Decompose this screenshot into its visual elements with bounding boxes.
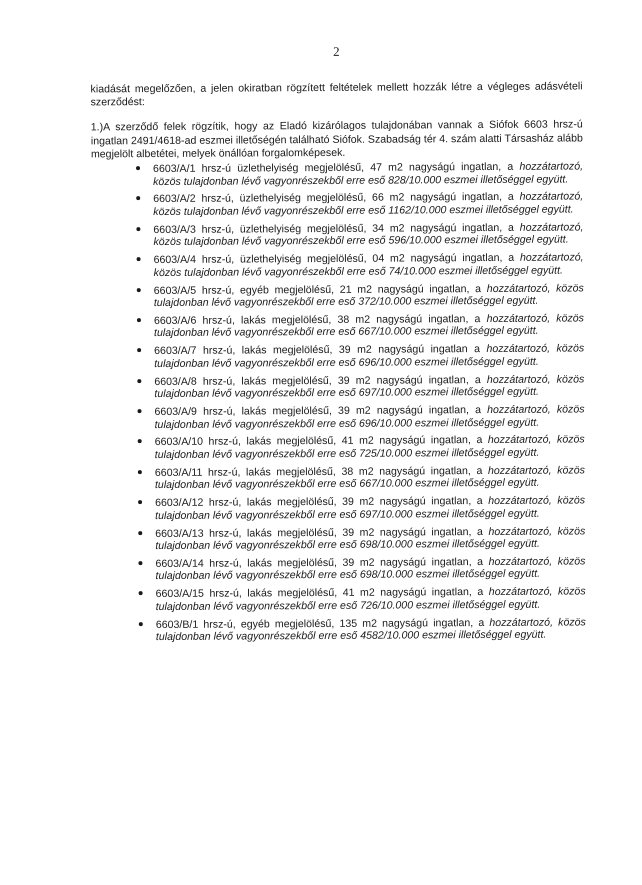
bullet-icon <box>138 500 142 504</box>
list-item <box>154 282 584 310</box>
item-main: 6603/A/1 hrsz-ú üzlethelyiség megjelölésű, 47 m2 nagyságú ingatlan, a <box>152 160 514 176</box>
item-detail: hozzátartozó, közös tulajdonban lévő vagyonrészekből erre eső 698/10.000 eszmei illetőséggel együtt. <box>155 524 586 553</box>
list-item <box>155 464 585 492</box>
item-detail: hozzátartozó, közös tulajdonban lévő vagyonrészekből erre eső 4582/10.000 eszmei illetőséggel együtt. <box>155 616 586 644</box>
item-detail: hozzátartozó, közös tulajdonban lévő vagyonrészekből erre eső 828/10.000 eszmei illetőséggel együtt. <box>153 160 584 188</box>
item-main: 6603/A/15 hrsz-ú, lakás megjelölésű, 41 m2 nagyságú ingatlan, a <box>155 586 484 601</box>
item-main: 6603/A/3 hrsz-ú, üzlethelyiség megjelölésű, 34 m2 nagyságú ingatlan, a <box>153 221 514 236</box>
list-item <box>155 495 585 523</box>
list-item <box>154 252 584 280</box>
bullet-icon <box>138 439 142 443</box>
clause-paragraph: 1.)A szerződő felek rögzítik, hogy az Eladó kizárólagos tulajdonában vannak a Siófok 6603 hrsz-ú ingatlan 2491/4618-ad eszmei illetőségén található Siófok. Szabadság tér 4. szám alatti Társasház alább megjelölt albetétei, melyek önállóan forgalomképesek. <box>90 118 583 161</box>
item-main: 6603/A/4 hrsz-ú, üzlethelyiség megjelölésű, 04 m2 nagyságú ingatlan, a <box>153 251 515 267</box>
item-detail: hozzátartozó, közös tulajdonban lévő vagyonrészekből erre eső 725/10.000 eszmei illetőséggel együtt. <box>154 433 585 462</box>
list-item <box>153 191 583 219</box>
intro-paragraph: kiadását megelőzően, a jelen okiratban rögzített feltételek mellett hozzák létre a végleges adásvételi szerződést: <box>90 80 583 109</box>
list-item <box>156 616 586 644</box>
item-detail: hozzátartozó, közös tulajdonban lévő vagyonrészekből erre eső 1162/10.000 eszmei illetőséggel együtt. <box>153 190 584 219</box>
item-main: 6603/A/9 hrsz-ú, lakás megjelölésű, 39 m2 nagyságú ingatlan, a <box>154 404 481 419</box>
item-detail: hozzátartozó, közös tulajdonban lévő vagyonrészekből erre eső 726/10.000 eszmei illetőséggel együtt. <box>155 585 586 613</box>
item-main: 6603/A/14 hrsz-ú, lakás megjelölésű, 39 m2 nagyságú ingatlan, a <box>155 555 484 570</box>
item-main: 6603/A/5 hrsz-ú, egyéb megjelölésű, 21 m2 nagyságú ingatlan, a <box>153 282 482 297</box>
item-detail: hozzátartozó, közös tulajdonban lévő vagyonrészekből erre eső 698/10.000 eszmei illetőséggel együtt. <box>155 555 586 583</box>
page-number: 2 <box>333 43 340 59</box>
item-detail: hozzátartozó, közös tulajdonban lévő vagyonrészekből erre eső 596/10.000 eszmei illetőséggel együtt. <box>153 221 584 249</box>
bullet-icon <box>137 288 141 292</box>
bullet-icon <box>138 470 142 474</box>
item-main: 6603/A/10 hrsz-ú, lakás megjelölésű, 41 m2 nagyságú ingatlan, a <box>154 434 483 449</box>
item-detail: hozzátartozó, közös tulajdonban lévő vagyonrészekből erre eső 696/10.000 eszmei illetőséggel együtt. <box>154 342 585 370</box>
bullet-icon <box>138 561 142 565</box>
list-item <box>154 373 584 401</box>
item-main: 6603/A/6 hrsz-ú, lakás megjelölésű, 38 m2 nagyságú ingatlan, a <box>153 312 481 327</box>
item-main: 6603/A/13 hrsz-ú, lakás megjelölésű, 39 m2 nagyságú ingatlan, a <box>155 525 483 540</box>
bullet-icon <box>137 257 141 261</box>
bullet-icon <box>136 227 140 231</box>
bullet-icon <box>139 622 143 626</box>
item-main: 6603/A/8 hrsz-ú, lakás megjelölésű, 39 m2 nagyságú ingatlan, a <box>154 373 481 388</box>
list-item <box>155 525 585 553</box>
item-detail: hozzátartozó, közös tulajdonban lévő vagyonrészekből erre eső 372/10.000 eszmei illetőséggel együtt. <box>153 281 584 310</box>
item-main: 6603/A/11 hrsz-ú, lakás megjelölésű, 38 m2 nagyságú ingatlan, a <box>154 464 483 479</box>
list-item <box>154 403 584 431</box>
list-item <box>154 312 584 340</box>
list-item <box>156 586 586 614</box>
item-main: 6603/A/12 hrsz-ú, lakás megjelölésű, 39 m2 nagyságú ingatlan, a <box>155 495 483 510</box>
property-list <box>91 160 586 644</box>
bullet-icon <box>137 379 141 383</box>
bullet-icon <box>138 531 142 535</box>
item-detail: hozzátartozó, közös tulajdonban lévő vagyonrészekből erre eső 697/10.000 eszmei illetőséggel együtt. <box>155 494 586 522</box>
item-detail: hozzátartozó, közös tulajdonban lévő vagyonrészekből erre eső 74/10.000 eszmei illetőséggel együtt. <box>153 251 584 279</box>
bullet-icon <box>137 348 141 352</box>
bullet-icon <box>139 591 143 595</box>
item-main: 6603/A/2 hrsz-ú, üzlethelyiség megjelölésű, 66 m2 nagyságú ingatlan, a <box>153 191 514 206</box>
item-detail: hozzátartozó, közös tulajdonban lévő vagyonrészekből erre eső 667/10.000 eszmei illetőséggel együtt. <box>153 312 584 340</box>
bullet-icon <box>137 409 141 413</box>
bullet-icon <box>137 318 141 322</box>
list-item <box>153 160 583 188</box>
bullet-icon <box>136 166 140 170</box>
item-detail: hozzátartozó, közös tulajdonban lévő vagyonrészekből erre eső 667/10.000 eszmei illetőséggel együtt. <box>154 464 585 492</box>
list-item <box>155 555 585 583</box>
item-main: 6603/B/1 hrsz-ú, egyéb megjelölésű, 135 m2 nagyságú ingatlan, a <box>155 616 485 631</box>
item-detail: hozzátartozó, közös tulajdonban lévő vagyonrészekből erre eső 697/10.000 eszmei illetőséggel együtt. <box>154 373 585 401</box>
list-item <box>155 434 585 462</box>
list-item <box>153 221 583 249</box>
list-item <box>154 343 584 371</box>
item-main: 6603/A/7 hrsz-ú, lakás megjelölésű, 39 m2 nagyságú ingatlan a <box>154 343 481 358</box>
bullet-icon <box>136 196 140 200</box>
item-detail: hozzátartozó, közös tulajdonban lévő vagyonrészekből erre eső 696/10.000 eszmei illetőséggel együtt. <box>154 403 585 431</box>
